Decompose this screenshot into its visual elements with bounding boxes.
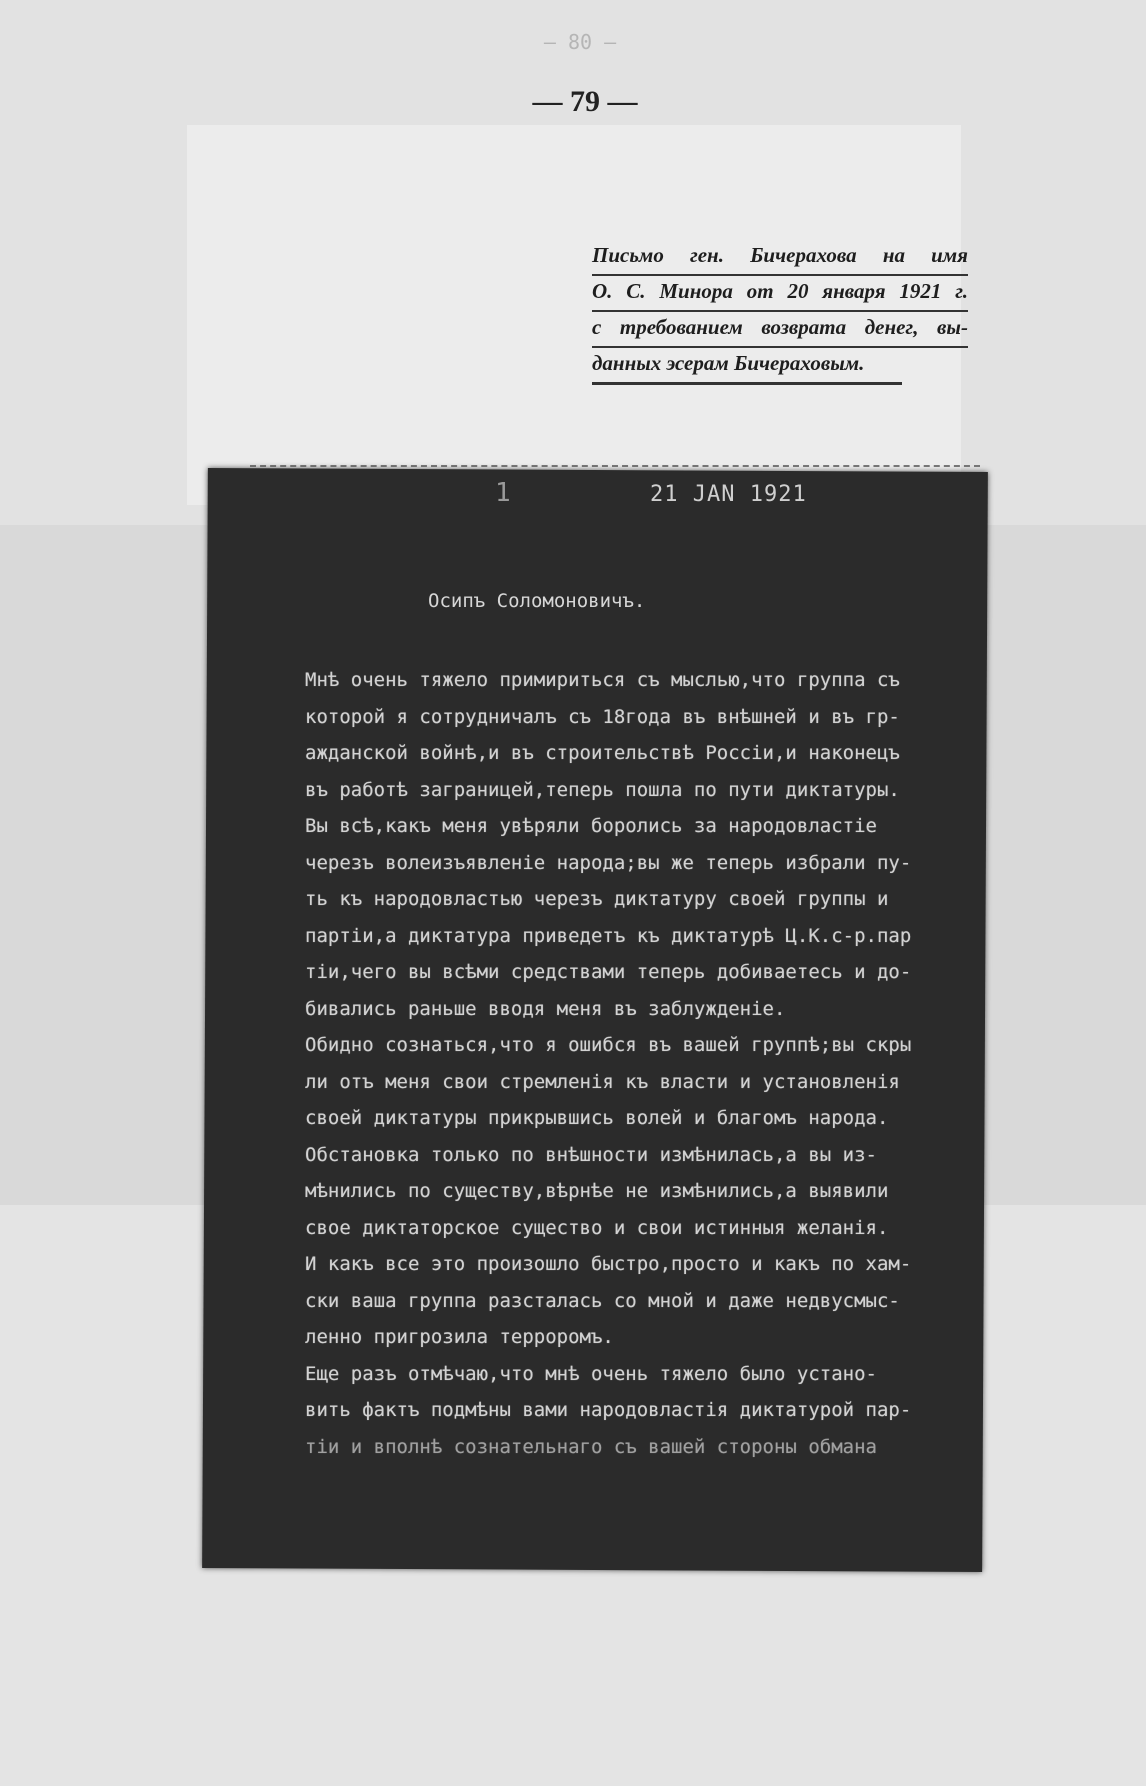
letter-line: вить фактъ подмѣны вами народовластія диктатурой пар- [305,1399,912,1421]
faint-page-number: — 80 — [543,30,617,54]
letter-line: ленно пригрозила терроромъ. [305,1326,614,1348]
letter-page-mark: 1 [495,478,511,508]
letter-line: ски ваша группа разсталась со мной и даже недвусмыс- [305,1289,900,1312]
document-caption [592,240,968,385]
caption-line: данных эсерам Бичераховым. [592,348,902,385]
caption-line: О. С. Минора от 20 января 1921 г. [592,276,968,312]
letter-line: мѣнились по существу,вѣрнѣе не измѣнились,а выявили [305,1180,889,1202]
caption-line: Письмо ген. Бичерахова на имя [592,240,968,276]
letter-line: ли отъ меня свои стремленія къ власти и установленія [305,1070,900,1093]
letter-line: Обстановка только по внѣшности измѣнилась,а вы из- [305,1143,877,1166]
letter-line: Вы всѣ,какъ меня увѣряли боролись за народовластіе [305,815,877,837]
letter-line: которой я сотрудничалъ съ 18года въ внѣшней и въ гр- [305,705,900,728]
letter-line: партіи,а диктатура приведетъ къ диктатурѣ Ц.К.с-р.пар [305,924,912,947]
letter-line: И какъ все это произошло быстро,просто и какъ по хам- [305,1253,912,1275]
letter-body [305,662,985,1465]
letter-line: въ работѣ заграницей,теперь пошла по пути диктатуры. [305,778,900,801]
letter-line: бивались раньше вводя меня въ заблужденіе. [305,997,786,1020]
letter-line: тіи и вполнѣ сознательнаго съ вашей стороны обмана [305,1435,877,1458]
letter-line: Еще разъ отмѣчаю,что мнѣ очень тяжело было устано- [305,1362,877,1385]
page-number: — 79 — [532,85,638,118]
letter-line: ть къ народовластью черезъ диктатуру своей группы и [305,888,889,910]
letter-line: черезъ волеизъявленіе народа;вы же теперь избрали пу- [305,851,912,874]
letter-line: Обидно сознаться,что я ошибся въ вашей группѣ;вы скры [305,1034,912,1056]
letter-line: свое диктаторское существо и свои истинныя желанія. [305,1216,889,1239]
letter-line: тіи,чего вы всѣми средствами теперь добиваетесь и до- [305,961,912,983]
letter-line: своей диктатуры прикрывшись волей и благомъ народа. [305,1107,889,1129]
letter-line: Мнѣ очень тяжело примириться съ мыслью,что группа съ [305,669,900,691]
letter-line: ажданской войнѣ,и въ строительствѣ Россіи,и наконецъ [305,742,900,764]
letter-salutation: Осипъ Соломоновичъ. [428,590,646,612]
date-stamp: 21 JAN 1921 [650,482,807,507]
caption-line: с требованием возврата денег, вы- [592,312,968,348]
